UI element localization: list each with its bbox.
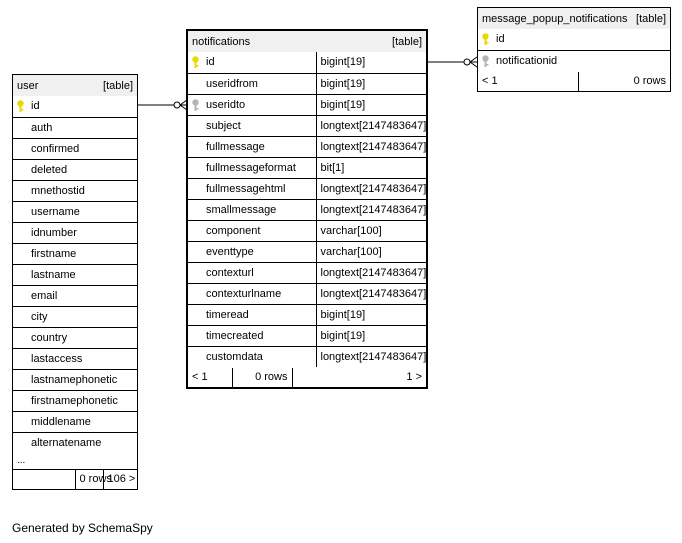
column-name-cell[interactable]: id bbox=[13, 96, 137, 117]
table-type: [table] bbox=[636, 12, 666, 25]
column-name[interactable]: id bbox=[206, 56, 215, 69]
column-row[interactable] bbox=[13, 264, 137, 285]
row-count: 0 rows bbox=[76, 470, 104, 489]
column-row[interactable] bbox=[13, 411, 137, 432]
column-type: longtext[2147483647] bbox=[316, 283, 426, 304]
column-name-cell[interactable]: country bbox=[13, 327, 137, 348]
column-name-cell[interactable]: username bbox=[13, 201, 137, 222]
foreign-key-icon bbox=[191, 99, 200, 112]
column-name-cell[interactable]: lastname bbox=[13, 264, 137, 285]
primary-key-icon bbox=[16, 100, 25, 113]
column-row[interactable] bbox=[188, 304, 426, 325]
column-name[interactable]: useridfrom bbox=[206, 77, 258, 90]
table-name[interactable]: user bbox=[17, 79, 39, 92]
column-name[interactable]: smallmessage bbox=[206, 203, 277, 216]
column-name-cell[interactable]: lastaccess bbox=[13, 348, 137, 369]
column-name-cell[interactable]: city bbox=[13, 306, 137, 327]
column-name-cell[interactable] bbox=[188, 220, 316, 241]
column-row[interactable] bbox=[13, 96, 137, 117]
table-user[interactable] bbox=[12, 74, 138, 490]
table-type: [table] bbox=[103, 79, 133, 92]
foreign-key-icon bbox=[481, 55, 490, 68]
more-columns-indicator: ... bbox=[13, 453, 137, 469]
column-row[interactable] bbox=[478, 29, 670, 50]
column-name[interactable]: eventtype bbox=[206, 245, 254, 258]
column-name-cell[interactable] bbox=[188, 325, 316, 346]
column-row[interactable] bbox=[13, 222, 137, 243]
column-type: bigint[19] bbox=[316, 52, 426, 73]
column-name[interactable]: contexturl bbox=[206, 266, 254, 279]
column-name-cell[interactable]: email bbox=[13, 285, 137, 306]
column-row[interactable] bbox=[13, 285, 137, 306]
table-header[interactable] bbox=[13, 75, 137, 96]
column-type: varchar[100] bbox=[316, 220, 426, 241]
column-name-cell[interactable]: notificationid bbox=[478, 50, 670, 71]
column-name[interactable]: fullmessageformat bbox=[206, 161, 296, 174]
column-type: longtext[2147483647] bbox=[316, 346, 426, 367]
children-link[interactable]: 106 > bbox=[107, 473, 136, 486]
column-row[interactable] bbox=[188, 220, 426, 241]
parents-link[interactable]: < 1 bbox=[188, 368, 232, 387]
primary-key-icon bbox=[481, 33, 490, 46]
column-row[interactable] bbox=[188, 283, 426, 304]
column-row[interactable] bbox=[13, 306, 137, 327]
column-row[interactable] bbox=[13, 159, 137, 180]
relation-notifications-popup-optional-marker bbox=[464, 59, 470, 65]
footer-caption: Generated by SchemaSpy bbox=[12, 521, 153, 535]
table-header[interactable] bbox=[478, 8, 670, 29]
column-name-cell[interactable] bbox=[188, 136, 316, 157]
parents-link[interactable]: < 1 bbox=[478, 72, 578, 91]
relation-notifications-popup-crowfoot-lower bbox=[470, 62, 477, 67]
parents-cell bbox=[13, 469, 75, 489]
table-header[interactable] bbox=[188, 31, 426, 52]
table-name[interactable]: message_popup_notifications bbox=[482, 12, 628, 25]
column-row[interactable] bbox=[188, 199, 426, 220]
column-type: bigint[19] bbox=[316, 73, 426, 94]
children-link[interactable]: 1 > bbox=[406, 371, 422, 383]
column-name[interactable]: timecreated bbox=[206, 329, 264, 342]
column-row[interactable] bbox=[13, 369, 137, 390]
column-name-cell[interactable]: lastnamephonetic bbox=[13, 369, 137, 390]
column-name-cell[interactable] bbox=[188, 241, 316, 262]
column-row[interactable] bbox=[188, 157, 426, 178]
column-name-cell[interactable]: alternatename bbox=[13, 432, 137, 453]
column-name-cell[interactable] bbox=[188, 346, 316, 367]
column-name-cell[interactable] bbox=[188, 199, 316, 220]
column-row[interactable] bbox=[13, 201, 137, 222]
column-row[interactable] bbox=[478, 50, 670, 71]
column-name-cell[interactable]: mnethostid bbox=[13, 180, 137, 201]
column-name-cell[interactable] bbox=[188, 262, 316, 283]
column-name-cell[interactable] bbox=[188, 115, 316, 136]
primary-key-icon bbox=[191, 56, 200, 69]
column-type: longtext[2147483647] bbox=[316, 262, 426, 283]
table-message-popup-notifications[interactable] bbox=[477, 7, 671, 92]
row-count: 0 rows bbox=[633, 75, 666, 87]
column-name-cell[interactable] bbox=[188, 52, 316, 73]
column-row[interactable] bbox=[188, 73, 426, 94]
column-name[interactable]: fullmessage bbox=[206, 140, 265, 153]
footer-cell bbox=[75, 469, 137, 489]
column-type: bigint[19] bbox=[316, 304, 426, 325]
column-name[interactable]: timeread bbox=[206, 308, 249, 321]
column-row[interactable] bbox=[13, 348, 137, 369]
relation-user-notifications-optional-marker bbox=[174, 102, 180, 108]
column-row[interactable] bbox=[188, 178, 426, 199]
column-row[interactable] bbox=[188, 115, 426, 136]
column-row[interactable] bbox=[13, 432, 137, 453]
column-row[interactable] bbox=[188, 241, 426, 262]
column-name[interactable]: component bbox=[206, 224, 261, 237]
column-name-cell[interactable] bbox=[188, 178, 316, 199]
column-name-cell[interactable] bbox=[188, 94, 316, 115]
column-name-cell[interactable] bbox=[188, 283, 316, 304]
column-name-cell[interactable]: auth bbox=[13, 117, 137, 138]
column-name-cell[interactable]: confirmed bbox=[13, 138, 137, 159]
column-name-cell[interactable]: middlename bbox=[13, 411, 137, 432]
row-count: 0 rows bbox=[232, 368, 292, 387]
column-name[interactable]: subject bbox=[206, 119, 241, 132]
column-type: longtext[2147483647] bbox=[316, 178, 426, 199]
column-row[interactable] bbox=[13, 390, 137, 411]
column-row[interactable] bbox=[188, 346, 426, 367]
column-row[interactable] bbox=[188, 262, 426, 283]
column-name[interactable]: fullmessagehtml bbox=[206, 182, 286, 195]
column-name[interactable]: contexturlname bbox=[206, 287, 282, 300]
column-row[interactable] bbox=[13, 327, 137, 348]
column-row[interactable] bbox=[13, 138, 137, 159]
table-name[interactable]: notifications bbox=[192, 35, 251, 48]
column-row[interactable] bbox=[188, 52, 426, 73]
column-type: longtext[2147483647] bbox=[316, 199, 426, 220]
column-row[interactable] bbox=[188, 325, 426, 346]
column-name-cell[interactable] bbox=[188, 73, 316, 94]
column-name-cell[interactable] bbox=[188, 157, 316, 178]
column-type: varchar[100] bbox=[316, 241, 426, 262]
column-type: longtext[2147483647] bbox=[316, 115, 426, 136]
relation-notifications-popup-crowfoot-upper bbox=[470, 57, 477, 62]
column-name-cell[interactable]: firstname bbox=[13, 243, 137, 264]
column-row[interactable] bbox=[13, 243, 137, 264]
column-type: bit[1] bbox=[316, 157, 426, 178]
column-name-cell[interactable]: firstnamephonetic bbox=[13, 390, 137, 411]
column-name[interactable]: customdata bbox=[206, 350, 263, 363]
column-row[interactable] bbox=[13, 180, 137, 201]
column-name-cell[interactable]: idnumber bbox=[13, 222, 137, 243]
column-row[interactable] bbox=[13, 117, 137, 138]
table-notifications[interactable] bbox=[186, 29, 428, 389]
column-row[interactable] bbox=[188, 94, 426, 115]
table-type: [table] bbox=[392, 35, 422, 48]
column-name[interactable]: useridto bbox=[206, 98, 246, 111]
column-row[interactable] bbox=[188, 136, 426, 157]
column-name-cell[interactable] bbox=[188, 304, 316, 325]
column-type: bigint[19] bbox=[316, 94, 426, 115]
column-name-cell[interactable]: id bbox=[478, 29, 670, 50]
footer-cell bbox=[478, 71, 670, 91]
column-type: longtext[2147483647] bbox=[316, 136, 426, 157]
footer-cell bbox=[188, 367, 426, 387]
column-type: bigint[19] bbox=[316, 325, 426, 346]
column-name-cell[interactable]: deleted bbox=[13, 159, 137, 180]
